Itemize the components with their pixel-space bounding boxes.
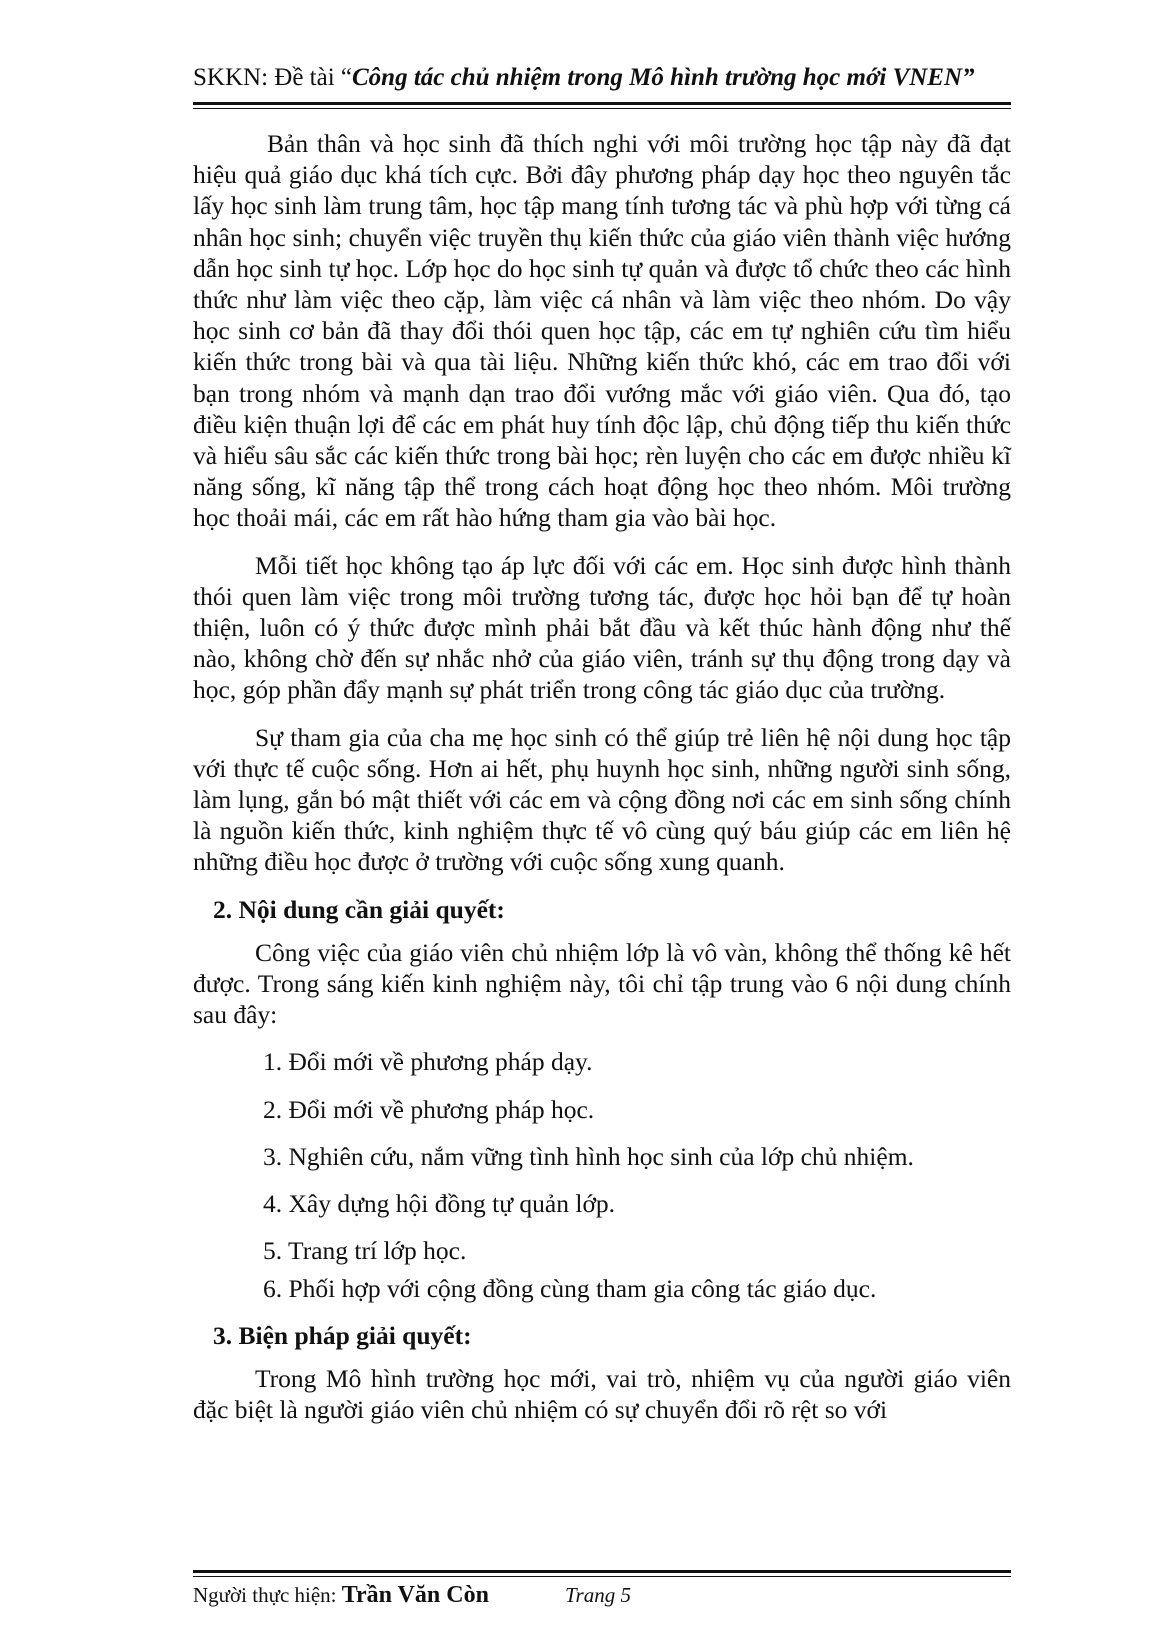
page-number: Trang 5 bbox=[565, 1583, 631, 1607]
document-body bbox=[193, 128, 1011, 1441]
paragraph-1: Bản thân và học sinh đã thích nghi với môi trường học tập này đã đạt hiệu quả giáo dục khá tích cực. Bởi đây phương pháp dạy học theo nguyên tắc lấy học sinh làm trung tâm, học tập mang tính tương tác và phù hợp với từng cá nhân học sinh; chuyển việc truyền thụ kiến thức của giáo viên thành việc hướng dẫn học sinh tự học. Lớp học do học sinh tự quản và được tổ chức theo các hình thức như làm việc theo cặp, làm việc cá nhân và làm việc theo nhóm. Do vậy học sinh cơ bản đã thay đổi thói quen học tập, các em tự nghiên cứu tìm hiểu kiến thức trong bài và qua tài liệu. Những kiến thức khó, các em trao đổi với bạn trong nhóm và mạnh dạn trao đổi vướng mắc với giáo viên. Qua đó, tạo điều kiện thuận lợi để các em phát huy tính độc lập, chủ động tiếp thu kiến thức và hiểu sâu sắc các kiến thức trong bài học; rèn luyện cho các em được nhiều kĩ năng sống, kĩ năng tập thể trong cách hoạt động học theo nhóm. Môi trường học thoải mái, các em rất hào hứng tham gia vào bài học. bbox=[193, 129, 1011, 533]
header-rule-thin bbox=[193, 108, 1011, 109]
paragraph-2: Mỗi tiết học không tạo áp lực đối với các em. Học sinh được hình thành thói quen làm việc trong môi trường tương tác, được học hỏi bạn để tự hoàn thiện, luôn có ý thức được mình phải bắt đầu và kết thúc hành động như thế nào, không chờ đến sự nhắc nhở của giáo viên, tránh sự thụ động trong dạy và học, góp phần đẩy mạnh sự phát triển trong công tác giáo dục của trường. bbox=[193, 550, 1011, 705]
section-3-heading: 3. Biện pháp giải quyết: bbox=[213, 1320, 472, 1350]
page-footer bbox=[193, 1580, 631, 1610]
page-header bbox=[193, 60, 1011, 98]
list-item: 5. Trang trí lớp học. bbox=[263, 1236, 467, 1266]
list-item: 4. Xây dựng hội đồng tự quản lớp. bbox=[263, 1189, 616, 1219]
list-item: 3. Nghiên cứu, nắm vững tình hình học sinh của lớp chủ nhiệm. bbox=[263, 1141, 914, 1171]
paragraph-3: Sự tham gia của cha mẹ học sinh có thể giúp trẻ liên hệ nội dung học tập với thực tế cuộc sống. Hơn ai hết, phụ huynh học sinh, những người sinh sống, làm lụng, gắn bó mật thiết với các em và cộng đồng nơi các em sinh sống chính là nguồn kiến thức, kinh nghiệm thực tế vô cùng quý báu giúp các em liên hệ những điều học được ở trường với cuộc sống xung quanh. bbox=[193, 722, 1011, 877]
footer-rule bbox=[193, 1570, 1011, 1573]
footer-label: Người thực hiện: bbox=[193, 1583, 342, 1607]
header-prefix: SKKN: Đề tài “ bbox=[193, 64, 352, 91]
footer-rule-thin bbox=[193, 1576, 1011, 1577]
list-item: 2. Đổi mới về phương pháp học. bbox=[263, 1094, 595, 1124]
section-2-intro: Công việc của giáo viên chủ nhiệm lớp là vô vàn, không thể thống kê hết được. Trong sáng kiến kinh nghiệm này, tôi chỉ tập trung vào 6 nội dung chính sau đây: bbox=[193, 937, 1011, 1030]
section-3-intro: Trong Mô hình trường học mới, vai trò, nhiệm vụ của người giáo viên đặc biệt là người giáo viên chủ nhiệm có sự chuyển đổi rõ rệt so với bbox=[193, 1363, 1011, 1425]
header-title: Công tác chủ nhiệm trong Mô hình trường học mới VNEN” bbox=[352, 64, 975, 91]
list-item: 1. Đổi mới về phương pháp dạy. bbox=[263, 1047, 593, 1077]
author-name: Trần Văn Còn bbox=[341, 1582, 489, 1608]
header-rule bbox=[193, 102, 1011, 105]
section-2-heading: 2. Nội dung cần giải quyết: bbox=[213, 894, 505, 924]
list-item: 6. Phối hợp với cộng đồng cùng tham gia công tác giáo dục. bbox=[263, 1273, 877, 1303]
